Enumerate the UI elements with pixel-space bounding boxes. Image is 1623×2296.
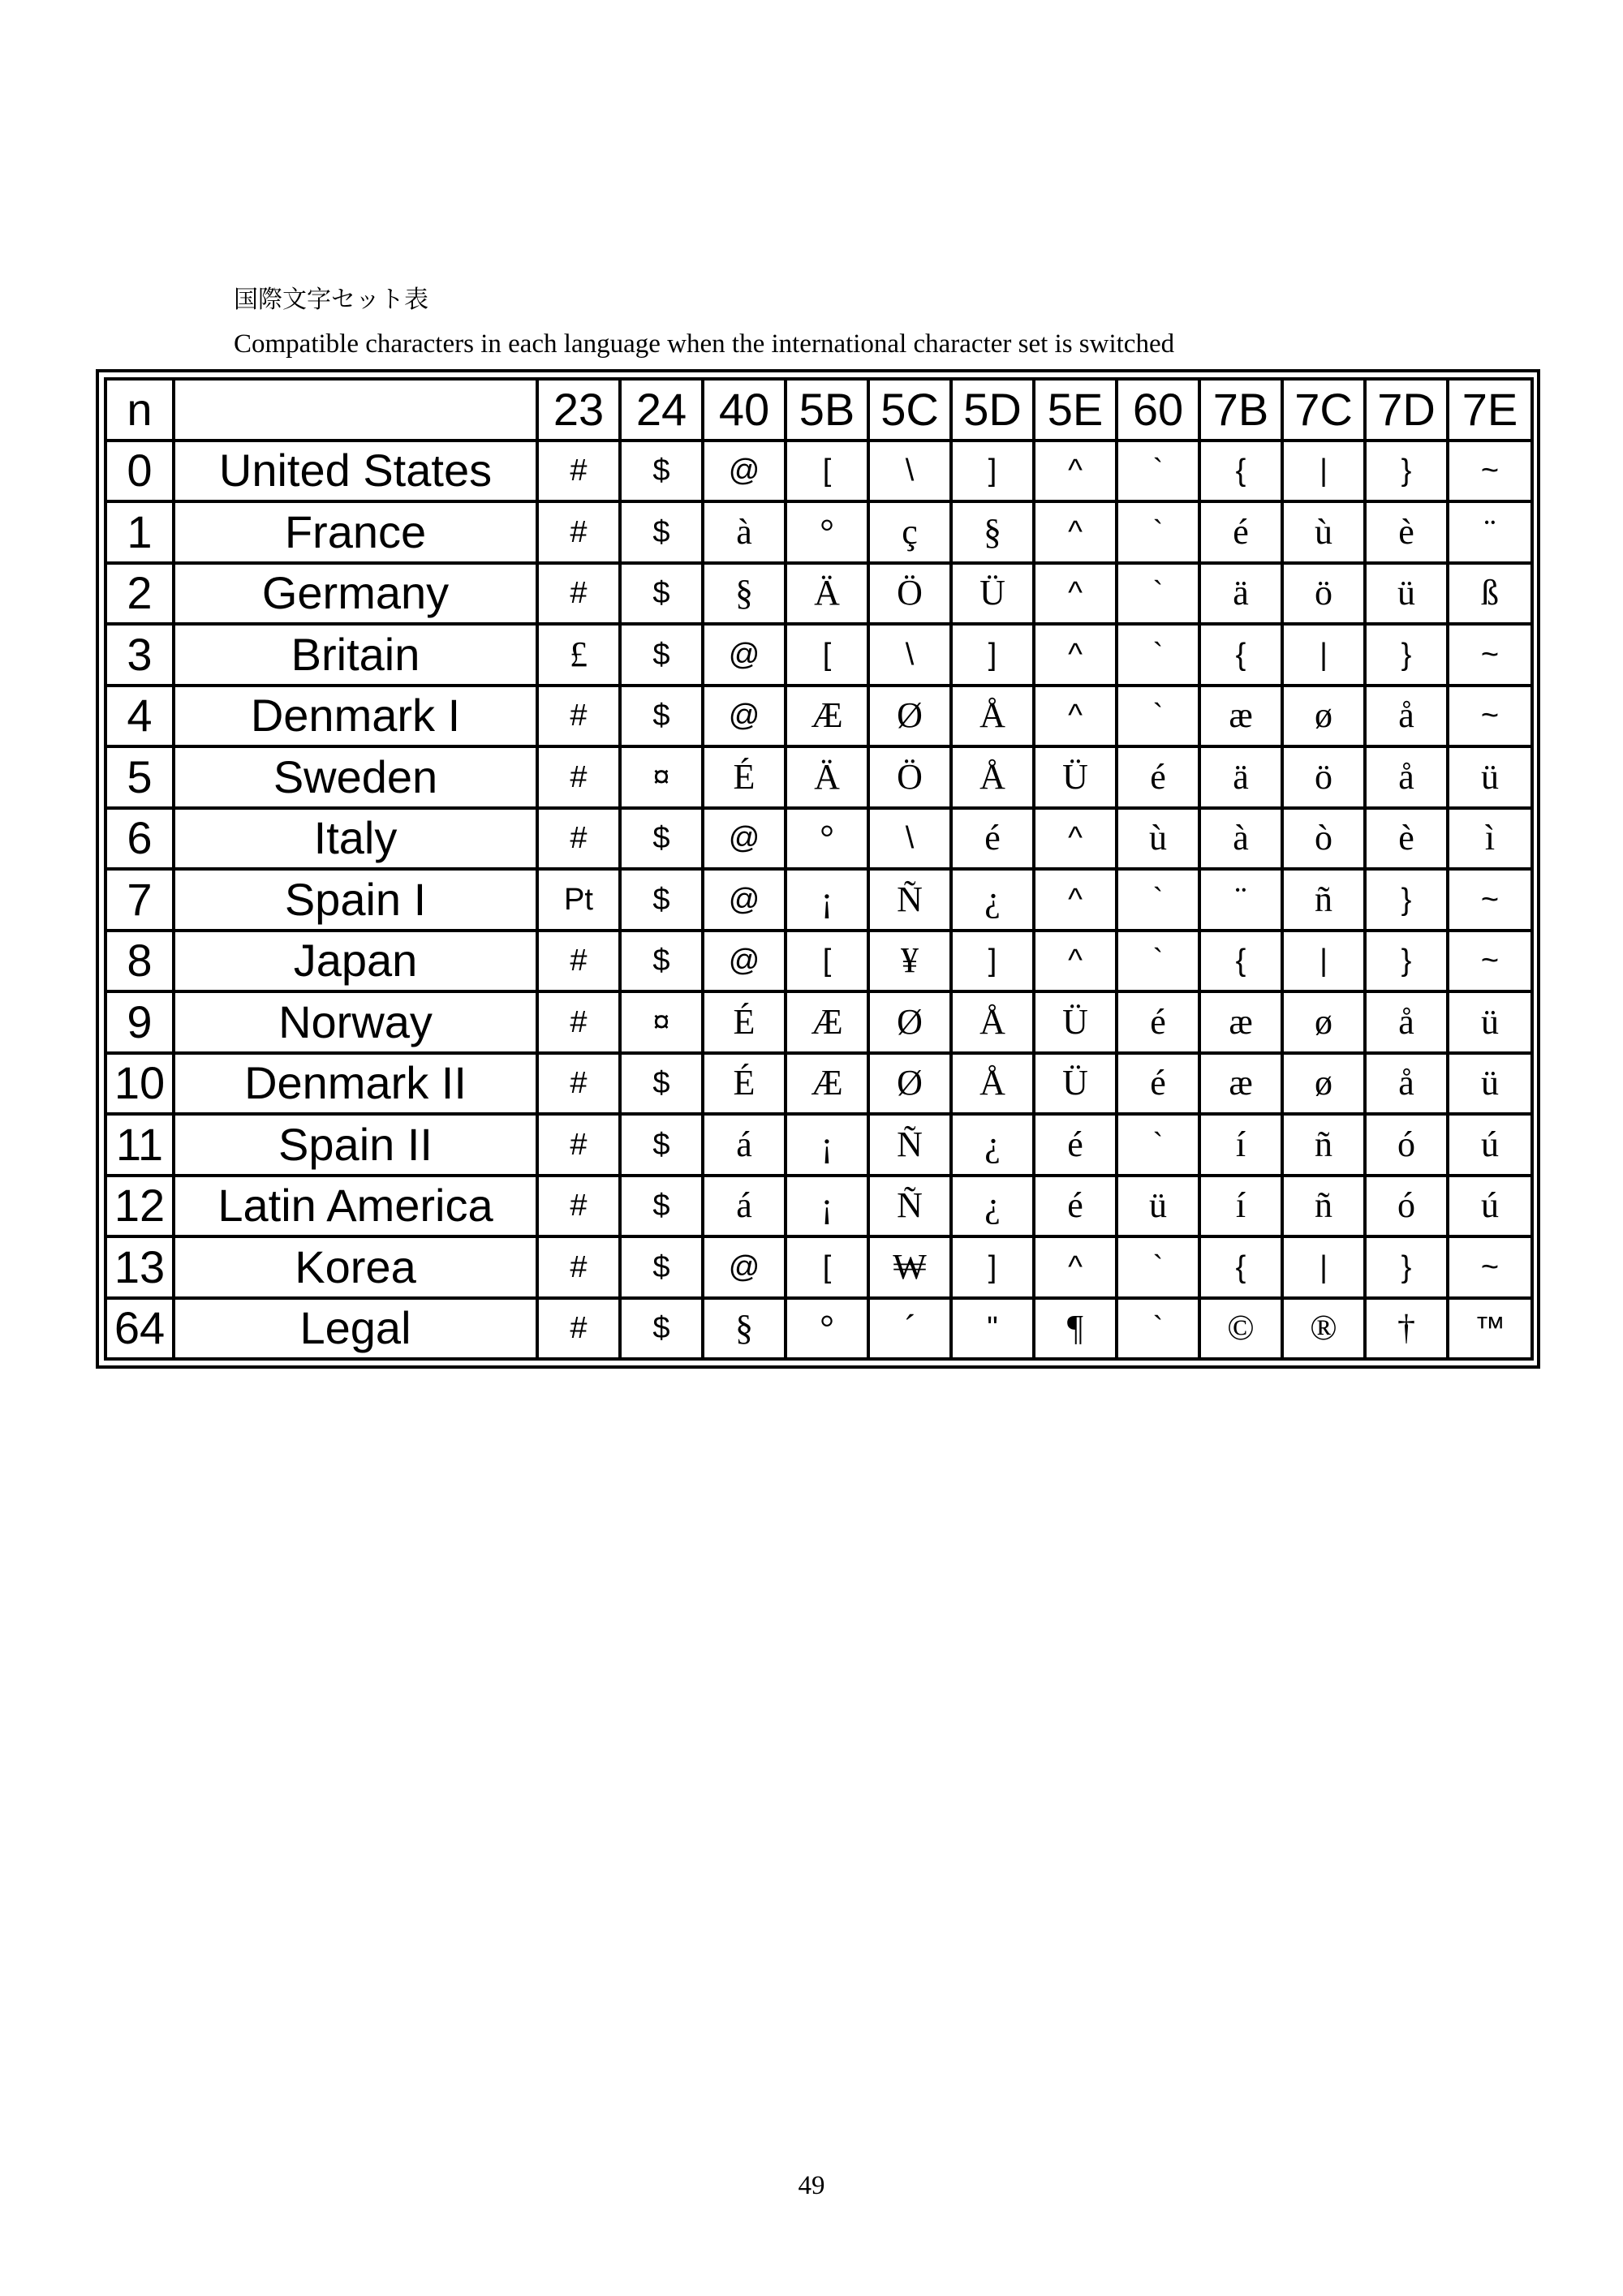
char-cell: [ <box>786 441 868 502</box>
table-row <box>105 441 1532 502</box>
char-cell: " <box>951 1298 1034 1360</box>
char-cell: ` <box>1117 501 1199 563</box>
language-name: Latin America <box>174 1176 537 1237</box>
char-cell: Ñ <box>868 869 951 931</box>
char-cell: å <box>1365 686 1448 747</box>
language-name: Germany <box>174 563 537 625</box>
char-cell: Ä <box>786 563 868 625</box>
char-cell: É <box>703 991 786 1053</box>
char-cell: í <box>1199 1114 1282 1176</box>
char-cell: ` <box>1117 441 1199 502</box>
char-cell: ^ <box>1034 808 1117 870</box>
char-cell: ~ <box>1448 931 1532 992</box>
char-cell: ^ <box>1034 931 1117 992</box>
row-number: 5 <box>105 746 174 808</box>
char-cell: ü <box>1117 1176 1199 1237</box>
header-code-7D: 7D <box>1365 379 1448 441</box>
char-cell: ~ <box>1448 441 1532 502</box>
char-cell: { <box>1199 441 1282 502</box>
char-cell: ] <box>951 624 1034 686</box>
char-cell: ` <box>1117 686 1199 747</box>
char-cell: ì <box>1448 808 1532 870</box>
char-cell: $ <box>620 1053 703 1115</box>
language-name: Britain <box>174 624 537 686</box>
char-cell: ~ <box>1448 624 1532 686</box>
char-cell: ó <box>1365 1176 1448 1237</box>
char-cell: ¤ <box>620 746 703 808</box>
char-cell: \ <box>868 808 951 870</box>
row-number: 4 <box>105 686 174 747</box>
char-cell: ~ <box>1448 869 1532 931</box>
char-cell: æ <box>1199 991 1282 1053</box>
char-cell: § <box>703 563 786 625</box>
char-cell: | <box>1282 931 1365 992</box>
char-cell: ¡ <box>786 1114 868 1176</box>
char-cell: # <box>537 563 620 625</box>
char-cell: á <box>703 1176 786 1237</box>
char-cell: $ <box>620 869 703 931</box>
row-number: 64 <box>105 1298 174 1360</box>
char-cell: Ø <box>868 1053 951 1115</box>
char-cell: © <box>1199 1298 1282 1360</box>
language-name: Spain II <box>174 1114 537 1176</box>
char-cell: $ <box>620 624 703 686</box>
char-cell: æ <box>1199 686 1282 747</box>
char-cell: # <box>537 1298 620 1360</box>
table-header-row <box>105 379 1532 441</box>
char-cell: ~ <box>1448 686 1532 747</box>
char-cell: é <box>1117 1053 1199 1115</box>
row-number: 9 <box>105 991 174 1053</box>
char-cell: Ü <box>1034 1053 1117 1115</box>
char-cell: @ <box>703 686 786 747</box>
table-row <box>105 1053 1532 1115</box>
row-number: 1 <box>105 501 174 563</box>
char-cell: ] <box>951 931 1034 992</box>
language-name: United States <box>174 441 537 502</box>
char-cell: Å <box>951 686 1034 747</box>
row-number: 12 <box>105 1176 174 1237</box>
language-name: Korea <box>174 1236 537 1298</box>
row-number: 3 <box>105 624 174 686</box>
char-cell: ^ <box>1034 441 1117 502</box>
header-language <box>174 379 537 441</box>
char-cell: § <box>951 501 1034 563</box>
char-cell: ç <box>868 501 951 563</box>
char-cell: $ <box>620 808 703 870</box>
char-cell: ø <box>1282 686 1365 747</box>
char-cell: è <box>1365 808 1448 870</box>
char-cell: ₩ <box>868 1236 951 1298</box>
char-cell: é <box>1117 746 1199 808</box>
language-name: Legal <box>174 1298 537 1360</box>
char-cell: \ <box>868 624 951 686</box>
char-cell: Å <box>951 746 1034 808</box>
char-cell: \ <box>868 441 951 502</box>
char-cell: Ø <box>868 991 951 1053</box>
char-cell: Æ <box>786 1053 868 1115</box>
char-cell: ¥ <box>868 931 951 992</box>
char-cell: É <box>703 1053 786 1115</box>
row-number: 10 <box>105 1053 174 1115</box>
language-name: Italy <box>174 808 537 870</box>
language-name: Denmark II <box>174 1053 537 1115</box>
char-cell: [ <box>786 624 868 686</box>
char-cell: # <box>537 501 620 563</box>
char-cell: ¿ <box>951 869 1034 931</box>
char-cell: ^ <box>1034 686 1117 747</box>
char-cell: ¿ <box>951 1114 1034 1176</box>
char-cell: ¨ <box>1448 501 1532 563</box>
char-cell: # <box>537 1176 620 1237</box>
char-cell: ö <box>1282 563 1365 625</box>
char-cell: @ <box>703 1236 786 1298</box>
header-code-5B: 5B <box>786 379 868 441</box>
char-cell: Pt <box>537 869 620 931</box>
char-cell: ` <box>1117 1298 1199 1360</box>
char-cell: ^ <box>1034 869 1117 931</box>
char-cell: è <box>1365 501 1448 563</box>
char-cell: é <box>951 808 1034 870</box>
char-cell: ø <box>1282 991 1365 1053</box>
char-cell: í <box>1199 1176 1282 1237</box>
table-row <box>105 1176 1532 1237</box>
char-cell: £ <box>537 624 620 686</box>
char-cell: Ö <box>868 563 951 625</box>
header-code-40: 40 <box>703 379 786 441</box>
char-cell: ü <box>1448 991 1532 1053</box>
char-cell: ~ <box>1448 1236 1532 1298</box>
language-name: France <box>174 501 537 563</box>
char-cell: # <box>537 1053 620 1115</box>
header-code-5D: 5D <box>951 379 1034 441</box>
char-cell: Å <box>951 1053 1034 1115</box>
header-code-7C: 7C <box>1282 379 1365 441</box>
char-cell: é <box>1034 1114 1117 1176</box>
char-cell: ß <box>1448 563 1532 625</box>
char-cell: Ä <box>786 746 868 808</box>
char-cell: é <box>1034 1176 1117 1237</box>
char-cell: ` <box>1117 563 1199 625</box>
table-row <box>105 869 1532 931</box>
language-name: Spain I <box>174 869 537 931</box>
char-cell: $ <box>620 563 703 625</box>
char-cell: $ <box>620 1114 703 1176</box>
char-cell: ` <box>1117 931 1199 992</box>
header-code-7B: 7B <box>1199 379 1282 441</box>
char-cell: ° <box>786 808 868 870</box>
char-cell: ñ <box>1282 869 1365 931</box>
char-cell: [ <box>786 1236 868 1298</box>
char-cell: ù <box>1282 501 1365 563</box>
char-cell: # <box>537 991 620 1053</box>
char-cell: { <box>1199 624 1282 686</box>
char-cell: ¤ <box>620 991 703 1053</box>
char-cell: } <box>1365 1236 1448 1298</box>
char-cell: Ö <box>868 746 951 808</box>
char-cell: Å <box>951 991 1034 1053</box>
page-number: 49 <box>798 2171 825 2200</box>
char-cell: † <box>1365 1298 1448 1360</box>
header-code-60: 60 <box>1117 379 1199 441</box>
row-number: 8 <box>105 931 174 992</box>
char-cell: | <box>1282 1236 1365 1298</box>
char-cell: # <box>537 1236 620 1298</box>
char-cell: ] <box>951 1236 1034 1298</box>
table-row <box>105 808 1532 870</box>
header-code-5C: 5C <box>868 379 951 441</box>
table-row <box>105 563 1532 625</box>
char-cell: @ <box>703 441 786 502</box>
char-cell: # <box>537 931 620 992</box>
char-cell: ü <box>1448 746 1532 808</box>
table-row <box>105 1114 1532 1176</box>
char-cell: ä <box>1199 563 1282 625</box>
char-cell: § <box>703 1298 786 1360</box>
char-cell: é <box>1199 501 1282 563</box>
char-cell: # <box>537 686 620 747</box>
char-cell: } <box>1365 624 1448 686</box>
char-cell: ^ <box>1034 624 1117 686</box>
char-cell: Ü <box>1034 746 1117 808</box>
char-cell: ñ <box>1282 1176 1365 1237</box>
row-number: 7 <box>105 869 174 931</box>
char-cell: } <box>1365 441 1448 502</box>
char-cell: $ <box>620 441 703 502</box>
char-cell: [ <box>786 931 868 992</box>
header-n: n <box>105 379 174 441</box>
page-heading-japanese: 国際文字セット表 <box>234 286 428 314</box>
char-cell: } <box>1365 869 1448 931</box>
row-number: 0 <box>105 441 174 502</box>
char-cell: @ <box>703 624 786 686</box>
char-cell: ` <box>1117 624 1199 686</box>
char-cell: } <box>1365 931 1448 992</box>
char-cell: ] <box>951 441 1034 502</box>
char-cell: @ <box>703 808 786 870</box>
char-cell: $ <box>620 686 703 747</box>
table-caption: Compatible characters in each language when the international character set is switched <box>234 329 1175 359</box>
char-cell: $ <box>620 1236 703 1298</box>
char-cell: ú <box>1448 1114 1532 1176</box>
char-cell: É <box>703 746 786 808</box>
char-cell: $ <box>620 931 703 992</box>
char-cell: ` <box>1117 1114 1199 1176</box>
char-cell: Ñ <box>868 1176 951 1237</box>
char-cell: à <box>703 501 786 563</box>
char-cell: @ <box>703 931 786 992</box>
char-cell: ^ <box>1034 501 1117 563</box>
table-row <box>105 991 1532 1053</box>
char-cell: # <box>537 808 620 870</box>
row-number: 2 <box>105 563 174 625</box>
char-cell: à <box>1199 808 1282 870</box>
char-cell: Æ <box>786 686 868 747</box>
char-cell: é <box>1117 991 1199 1053</box>
char-cell: # <box>537 746 620 808</box>
table-row <box>105 1298 1532 1360</box>
header-code-7E: 7E <box>1448 379 1532 441</box>
char-cell: ^ <box>1034 563 1117 625</box>
char-cell: Ñ <box>868 1114 951 1176</box>
international-character-set-table <box>104 377 1534 1361</box>
row-number: 6 <box>105 808 174 870</box>
char-cell: @ <box>703 869 786 931</box>
char-cell: $ <box>620 1176 703 1237</box>
char-cell: # <box>537 1114 620 1176</box>
char-cell: ü <box>1448 1053 1532 1115</box>
char-cell: ´ <box>868 1298 951 1360</box>
char-cell: { <box>1199 931 1282 992</box>
char-cell: æ <box>1199 1053 1282 1115</box>
char-cell: Ø <box>868 686 951 747</box>
char-cell: $ <box>620 501 703 563</box>
char-cell: ø <box>1282 1053 1365 1115</box>
char-cell: ® <box>1282 1298 1365 1360</box>
char-cell: ¶ <box>1034 1298 1117 1360</box>
table-row <box>105 746 1532 808</box>
language-name: Norway <box>174 991 537 1053</box>
char-cell: # <box>537 441 620 502</box>
char-cell: | <box>1282 441 1365 502</box>
char-cell: ™ <box>1448 1298 1532 1360</box>
char-cell: $ <box>620 1298 703 1360</box>
char-cell: ° <box>786 1298 868 1360</box>
char-cell: á <box>703 1114 786 1176</box>
char-cell: ú <box>1448 1176 1532 1237</box>
char-cell: ¡ <box>786 1176 868 1237</box>
table-row <box>105 1236 1532 1298</box>
header-code-5E: 5E <box>1034 379 1117 441</box>
char-cell: å <box>1365 991 1448 1053</box>
table-row <box>105 501 1532 563</box>
char-cell: ¨ <box>1199 869 1282 931</box>
language-name: Sweden <box>174 746 537 808</box>
row-number: 13 <box>105 1236 174 1298</box>
char-cell: Ü <box>951 563 1034 625</box>
char-cell: ` <box>1117 869 1199 931</box>
char-cell: ö <box>1282 746 1365 808</box>
char-cell: { <box>1199 1236 1282 1298</box>
char-cell: å <box>1365 746 1448 808</box>
char-cell: ` <box>1117 1236 1199 1298</box>
table-row <box>105 624 1532 686</box>
char-cell: Ü <box>1034 991 1117 1053</box>
table-row <box>105 686 1532 747</box>
char-cell: ù <box>1117 808 1199 870</box>
char-cell: ° <box>786 501 868 563</box>
row-number: 11 <box>105 1114 174 1176</box>
header-code-23: 23 <box>537 379 620 441</box>
table-row <box>105 931 1532 992</box>
table-body <box>105 379 1532 1359</box>
char-cell: ¿ <box>951 1176 1034 1237</box>
char-cell: ò <box>1282 808 1365 870</box>
char-cell: ä <box>1199 746 1282 808</box>
char-cell: ¡ <box>786 869 868 931</box>
char-cell: å <box>1365 1053 1448 1115</box>
header-code-24: 24 <box>620 379 703 441</box>
char-cell: ó <box>1365 1114 1448 1176</box>
char-cell: ñ <box>1282 1114 1365 1176</box>
language-name: Japan <box>174 931 537 992</box>
char-cell: | <box>1282 624 1365 686</box>
char-cell: ü <box>1365 563 1448 625</box>
language-name: Denmark I <box>174 686 537 747</box>
char-cell: Æ <box>786 991 868 1053</box>
char-cell: ^ <box>1034 1236 1117 1298</box>
